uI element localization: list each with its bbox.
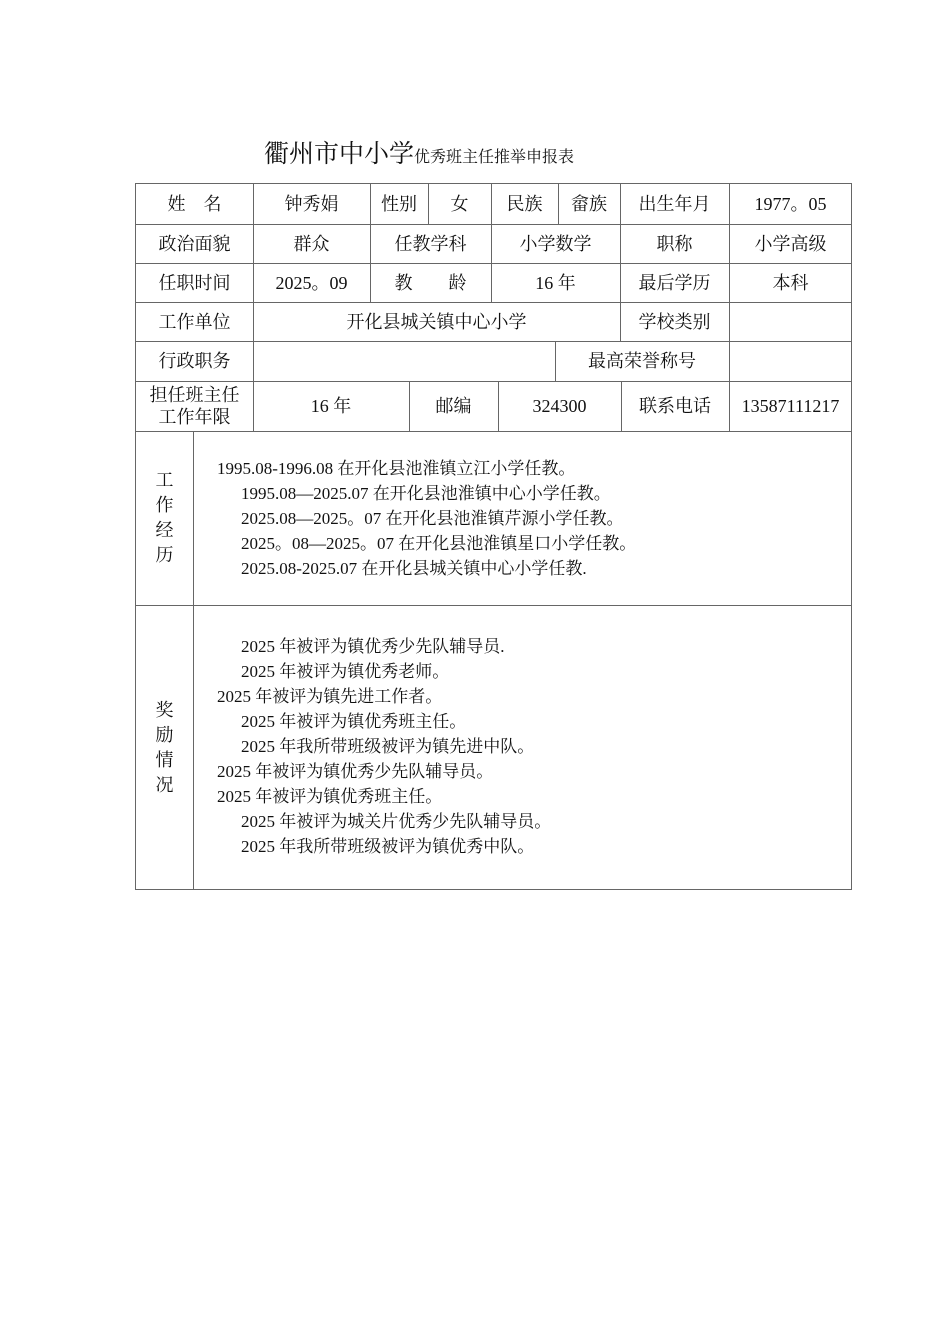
head-teacher-years-label-line1: 担任班主任 [149, 385, 240, 405]
unit-label: 工作单位 [158, 311, 231, 332]
title-value: 小学高级 [754, 233, 827, 254]
title-main: 衢州市中小学 [264, 139, 415, 168]
award-line: 2025 年我所带班级被评为镇优秀中队。 [241, 837, 535, 856]
experience-line: 2025.08—2025。07 在开化县池淮镇芹源小学任教。 [241, 509, 624, 528]
admin-label: 行政职务 [158, 351, 231, 371]
name-value: 钟秀娟 [284, 194, 339, 214]
start-value: 2025。09 [275, 272, 348, 293]
awards-list [217, 634, 551, 859]
head-teacher-years-label [136, 381, 253, 431]
school-type-label: 学校类别 [638, 311, 711, 332]
award-line: 2025 年我所带班级被评为镇先进中队。 [241, 737, 535, 756]
award-line: 2025 年被评为镇先进工作者。 [217, 687, 443, 706]
award-line: 2025 年被评为镇优秀班主任。 [217, 787, 443, 806]
teaching-years-value: 16 年 [535, 272, 576, 293]
awards-label: 奖 励 情 况 [155, 699, 174, 795]
award-line: 2025 年被评为镇优秀老师。 [241, 662, 450, 681]
school-type-value [729, 302, 852, 341]
honor-value [729, 341, 852, 381]
name-label: 姓 名 [167, 194, 222, 214]
gender-label: 性别 [381, 194, 417, 214]
phone-value: 13587111217 [741, 396, 840, 416]
political-value: 群众 [293, 233, 330, 254]
gender-value: 女 [450, 194, 469, 214]
award-line: 2025 年被评为镇优秀班主任。 [241, 712, 467, 731]
title-label: 职称 [656, 233, 693, 254]
ethnic-value: 畲族 [571, 194, 607, 214]
award-line: 2025 年被评为镇优秀少先队辅导员。 [217, 762, 494, 781]
award-line: 2025 年被评为城关片优秀少先队辅导员。 [241, 812, 552, 831]
experience-list [217, 456, 636, 581]
head-teacher-years-value: 16 年 [310, 396, 352, 416]
experience-line: 2025.08-2025.07 在开化县城关镇中心小学任教. [241, 559, 587, 578]
experience-line: 2025。08—2025。07 在开化县池淮镇星口小学任教。 [241, 534, 637, 553]
birth-label: 出生年月 [638, 194, 711, 214]
education-label: 最后学历 [638, 272, 711, 293]
form-title [264, 134, 574, 170]
teaching-years-label: 教 龄 [394, 272, 467, 293]
postcode-label: 邮编 [435, 396, 472, 416]
title-sub: 优秀班主任推举申报表 [414, 147, 575, 166]
start-label: 任职时间 [158, 272, 231, 293]
birth-value: 1977。05 [754, 194, 827, 214]
education-value: 本科 [772, 272, 809, 293]
honor-label: 最高荣誉称号 [588, 351, 696, 371]
award-line: 2025 年被评为镇优秀少先队辅导员. [241, 637, 505, 656]
political-label: 政治面貌 [158, 233, 231, 254]
subject-label: 任教学科 [394, 233, 467, 254]
admin-value [253, 341, 555, 381]
ethnic-label: 民族 [506, 194, 543, 214]
experience-line: 1995.08—2025.07 在开化县池淮镇中心小学任教。 [241, 484, 611, 503]
experience-line: 1995.08-1996.08 在开化县池淮镇立江小学任教。 [217, 459, 576, 478]
phone-label: 联系电话 [639, 396, 711, 416]
unit-value: 开化县城关镇中心小学 [346, 311, 527, 332]
head-teacher-years-label-line2: 工作年限 [158, 407, 231, 427]
subject-value: 小学数学 [519, 233, 592, 254]
application-form [135, 183, 852, 890]
postcode-value: 324300 [532, 396, 587, 416]
experience-label: 工 作 经 历 [155, 470, 174, 565]
